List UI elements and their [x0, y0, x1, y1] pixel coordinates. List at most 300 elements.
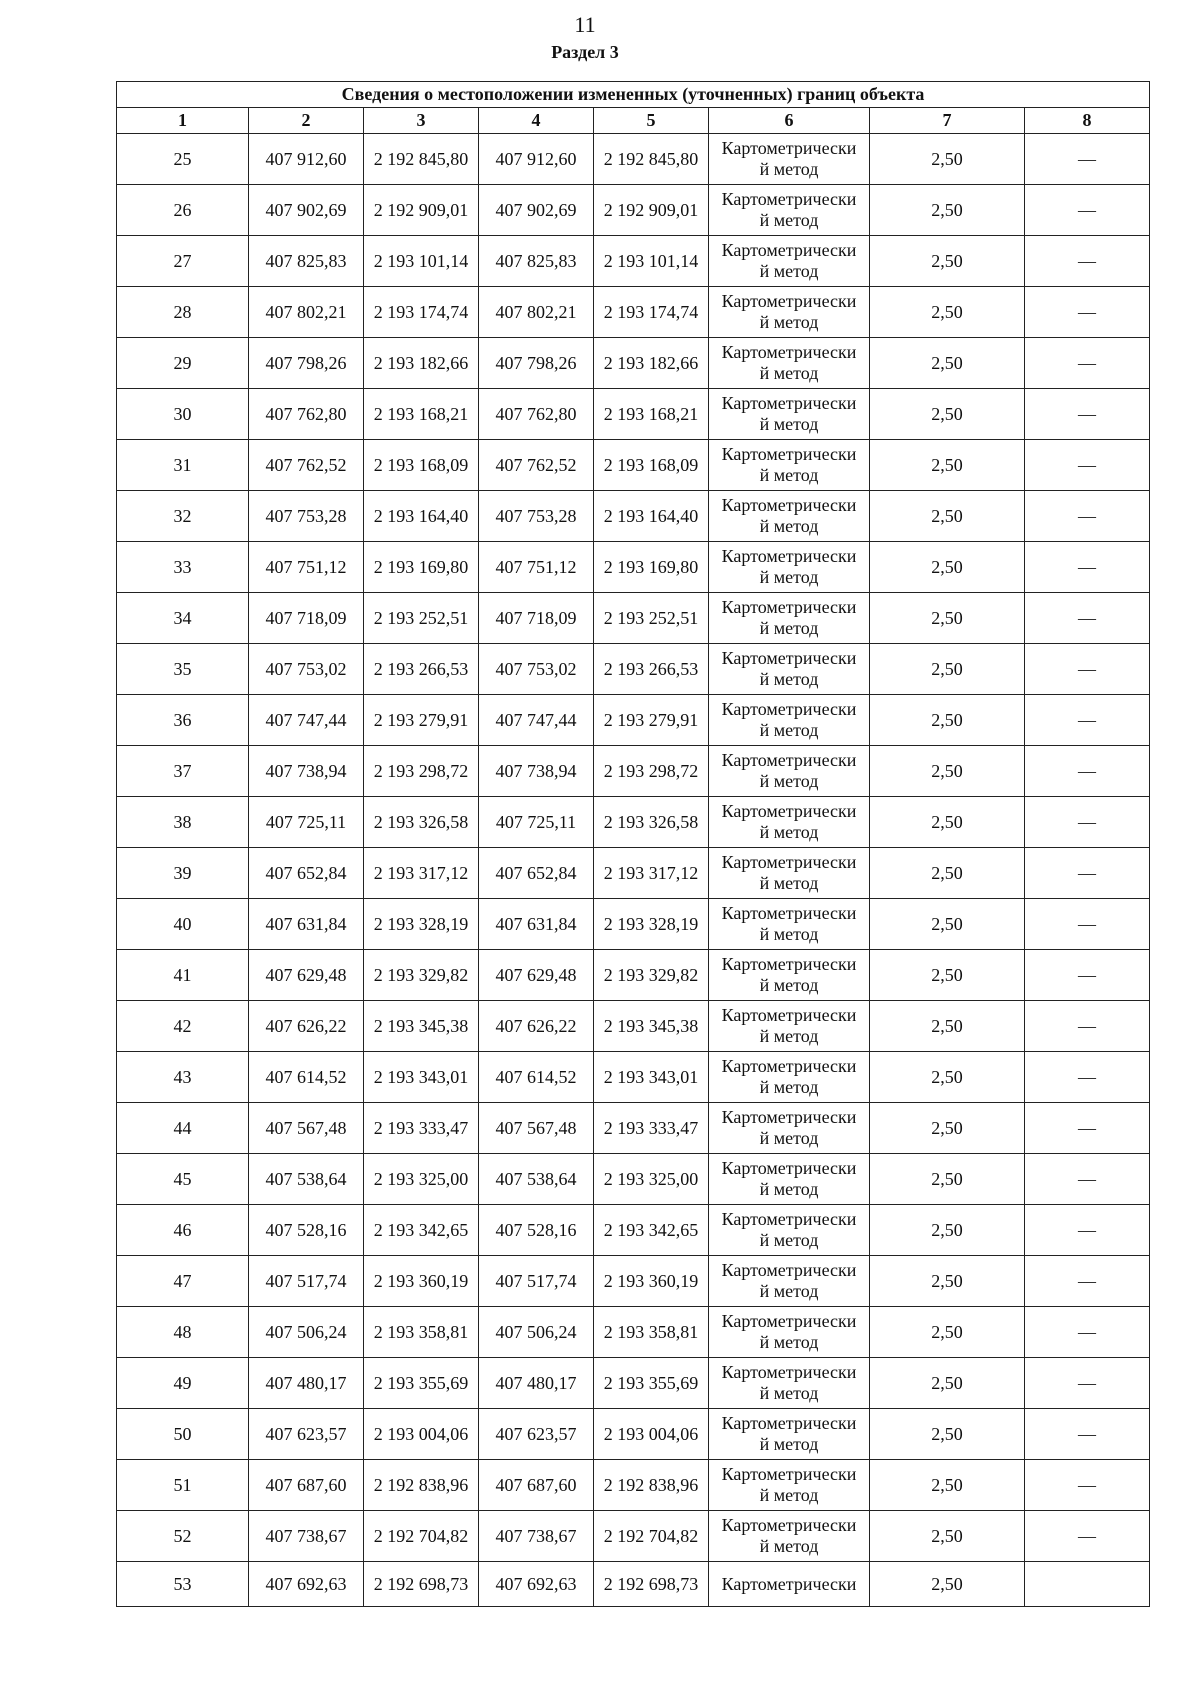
column-number-header: 7 [870, 108, 1025, 134]
method-text: Картометрически [721, 342, 857, 362]
point-number-cell: 49 [117, 1358, 249, 1409]
table-row [117, 1511, 1150, 1562]
method-cell [709, 1001, 870, 1052]
column-number-header: 8 [1025, 108, 1150, 134]
y-refined-cell: 2 192 909,01 [594, 185, 709, 236]
x-refined-cell: 407 480,17 [479, 1358, 594, 1409]
x-refined-cell: 407 751,12 [479, 542, 594, 593]
method-text: Картометрически [721, 1209, 857, 1229]
x-refined-cell: 407 687,60 [479, 1460, 594, 1511]
method-text: й метод [759, 465, 819, 485]
method-text: й метод [759, 873, 819, 893]
point-number-cell: 40 [117, 899, 249, 950]
x-refined-cell: 407 738,94 [479, 746, 594, 797]
precision-cell: 2,50 [870, 338, 1025, 389]
method-text: Картометрически [721, 1573, 857, 1594]
x-existing-cell: 407 738,94 [249, 746, 364, 797]
method-cell [709, 1154, 870, 1205]
x-existing-cell: 407 480,17 [249, 1358, 364, 1409]
method-text: Картометрически [721, 138, 857, 158]
description-cell: — [1025, 1307, 1150, 1358]
y-refined-cell: 2 192 698,73 [594, 1562, 709, 1607]
table-row [117, 1358, 1150, 1409]
precision-cell: 2,50 [870, 287, 1025, 338]
method-cell [709, 1511, 870, 1562]
method-cell [709, 695, 870, 746]
point-number-cell: 53 [117, 1562, 249, 1607]
description-cell: — [1025, 1103, 1150, 1154]
method-text: й метод [759, 720, 819, 740]
method-text: Картометрически [721, 1005, 857, 1025]
point-number-cell: 51 [117, 1460, 249, 1511]
table-row [117, 695, 1150, 746]
x-refined-cell: 407 753,02 [479, 644, 594, 695]
description-cell: — [1025, 542, 1150, 593]
x-refined-cell: 407 912,60 [479, 134, 594, 185]
method-cell [709, 287, 870, 338]
description-cell: — [1025, 644, 1150, 695]
table-row [117, 899, 1150, 950]
x-existing-cell: 407 631,84 [249, 899, 364, 950]
y-existing-cell: 2 193 004,06 [364, 1409, 479, 1460]
x-existing-cell: 407 506,24 [249, 1307, 364, 1358]
point-number-cell: 26 [117, 185, 249, 236]
point-number-cell: 43 [117, 1052, 249, 1103]
x-refined-cell: 407 506,24 [479, 1307, 594, 1358]
x-existing-cell: 407 652,84 [249, 848, 364, 899]
y-refined-cell: 2 193 168,09 [594, 440, 709, 491]
column-number-header: 4 [479, 108, 594, 134]
method-text: й метод [759, 210, 819, 230]
table-row [117, 440, 1150, 491]
table-row [117, 1205, 1150, 1256]
point-number-cell: 38 [117, 797, 249, 848]
x-existing-cell: 407 528,16 [249, 1205, 364, 1256]
x-existing-cell: 407 762,52 [249, 440, 364, 491]
method-text: Картометрически [721, 240, 857, 260]
y-existing-cell: 2 193 326,58 [364, 797, 479, 848]
precision-cell: 2,50 [870, 848, 1025, 899]
table-caption: Сведения о местоположении измененных (уточненных) границ объекта [117, 82, 1150, 108]
y-existing-cell: 2 193 101,14 [364, 236, 479, 287]
description-cell: — [1025, 185, 1150, 236]
table-row [117, 950, 1150, 1001]
y-refined-cell: 2 193 333,47 [594, 1103, 709, 1154]
method-text: й метод [759, 567, 819, 587]
point-number-cell: 29 [117, 338, 249, 389]
method-text: й метод [759, 1128, 819, 1148]
y-existing-cell: 2 193 168,21 [364, 389, 479, 440]
x-refined-cell: 407 725,11 [479, 797, 594, 848]
method-text: й метод [759, 1281, 819, 1301]
method-text: Картометрически [721, 189, 857, 209]
x-existing-cell: 407 798,26 [249, 338, 364, 389]
description-cell: — [1025, 236, 1150, 287]
table-body [117, 134, 1150, 1607]
precision-cell: 2,50 [870, 1052, 1025, 1103]
point-number-cell: 27 [117, 236, 249, 287]
method-text: Картометрически [721, 444, 857, 464]
x-existing-cell: 407 687,60 [249, 1460, 364, 1511]
method-cell [709, 542, 870, 593]
x-existing-cell: 407 718,09 [249, 593, 364, 644]
point-number-cell: 42 [117, 1001, 249, 1052]
precision-cell: 2,50 [870, 746, 1025, 797]
x-refined-cell: 407 629,48 [479, 950, 594, 1001]
method-text: й метод [759, 822, 819, 842]
method-cell [709, 1307, 870, 1358]
method-text: Картометрически [721, 699, 857, 719]
x-existing-cell: 407 623,57 [249, 1409, 364, 1460]
method-cell [709, 1358, 870, 1409]
y-refined-cell: 2 192 845,80 [594, 134, 709, 185]
x-refined-cell: 407 762,80 [479, 389, 594, 440]
table-row [117, 797, 1150, 848]
point-number-cell: 32 [117, 491, 249, 542]
column-number-header: 6 [709, 108, 870, 134]
table-row [117, 236, 1150, 287]
method-cell [709, 797, 870, 848]
description-cell: — [1025, 1256, 1150, 1307]
description-cell: — [1025, 389, 1150, 440]
table-row [117, 1460, 1150, 1511]
method-text: й метод [759, 363, 819, 383]
description-cell: — [1025, 134, 1150, 185]
precision-cell: 2,50 [870, 1001, 1025, 1052]
table-row [117, 338, 1150, 389]
method-text: й метод [759, 1077, 819, 1097]
y-refined-cell: 2 193 101,14 [594, 236, 709, 287]
table-row [117, 848, 1150, 899]
y-refined-cell: 2 193 169,80 [594, 542, 709, 593]
table-row [117, 1001, 1150, 1052]
x-existing-cell: 407 902,69 [249, 185, 364, 236]
x-existing-cell: 407 912,60 [249, 134, 364, 185]
y-refined-cell: 2 192 838,96 [594, 1460, 709, 1511]
x-refined-cell: 407 623,57 [479, 1409, 594, 1460]
point-number-cell: 47 [117, 1256, 249, 1307]
point-number-cell: 36 [117, 695, 249, 746]
table-row [117, 644, 1150, 695]
method-text: й метод [759, 618, 819, 638]
method-cell [709, 1460, 870, 1511]
column-number-header: 5 [594, 108, 709, 134]
y-existing-cell: 2 193 358,81 [364, 1307, 479, 1358]
y-refined-cell: 2 193 329,82 [594, 950, 709, 1001]
method-text: Картометрически [721, 852, 857, 872]
precision-cell: 2,50 [870, 899, 1025, 950]
method-text: Картометрически [721, 1464, 857, 1484]
description-cell: — [1025, 848, 1150, 899]
x-existing-cell: 407 725,11 [249, 797, 364, 848]
y-refined-cell: 2 193 252,51 [594, 593, 709, 644]
point-number-cell: 50 [117, 1409, 249, 1460]
method-text: й метод [759, 414, 819, 434]
x-existing-cell: 407 802,21 [249, 287, 364, 338]
y-refined-cell: 2 193 182,66 [594, 338, 709, 389]
method-text: Картометрически [721, 801, 857, 821]
y-refined-cell: 2 193 004,06 [594, 1409, 709, 1460]
point-number-cell: 41 [117, 950, 249, 1001]
y-existing-cell: 2 193 174,74 [364, 287, 479, 338]
x-existing-cell: 407 538,64 [249, 1154, 364, 1205]
y-refined-cell: 2 193 343,01 [594, 1052, 709, 1103]
y-refined-cell: 2 193 298,72 [594, 746, 709, 797]
description-cell: — [1025, 1511, 1150, 1562]
x-existing-cell: 407 753,02 [249, 644, 364, 695]
precision-cell: 2,50 [870, 695, 1025, 746]
y-existing-cell: 2 193 169,80 [364, 542, 479, 593]
method-cell [709, 1562, 870, 1607]
y-existing-cell: 2 192 698,73 [364, 1562, 479, 1607]
y-existing-cell: 2 192 845,80 [364, 134, 479, 185]
y-existing-cell: 2 193 342,65 [364, 1205, 479, 1256]
y-refined-cell: 2 193 342,65 [594, 1205, 709, 1256]
y-refined-cell: 2 193 164,40 [594, 491, 709, 542]
method-text: й метод [759, 1383, 819, 1403]
description-cell: — [1025, 440, 1150, 491]
precision-cell: 2,50 [870, 644, 1025, 695]
y-refined-cell: 2 193 326,58 [594, 797, 709, 848]
method-text: й метод [759, 1536, 819, 1556]
point-number-cell: 30 [117, 389, 249, 440]
table-row [117, 389, 1150, 440]
x-existing-cell: 407 747,44 [249, 695, 364, 746]
section-title: Раздел 3 [551, 42, 619, 62]
description-cell: — [1025, 1052, 1150, 1103]
y-existing-cell: 2 193 266,53 [364, 644, 479, 695]
y-existing-cell: 2 192 838,96 [364, 1460, 479, 1511]
y-existing-cell: 2 193 252,51 [364, 593, 479, 644]
table-row [117, 1307, 1150, 1358]
method-cell [709, 1103, 870, 1154]
method-text: Картометрически [721, 1413, 857, 1433]
table-row [117, 1052, 1150, 1103]
method-text: й метод [759, 669, 819, 689]
method-cell [709, 1052, 870, 1103]
method-text: й метод [759, 1230, 819, 1250]
y-existing-cell: 2 192 704,82 [364, 1511, 479, 1562]
method-cell [709, 1205, 870, 1256]
method-cell [709, 491, 870, 542]
x-refined-cell: 407 738,67 [479, 1511, 594, 1562]
method-text: Картометрически [721, 495, 857, 515]
point-number-cell: 35 [117, 644, 249, 695]
precision-cell: 2,50 [870, 491, 1025, 542]
method-text: й метод [759, 516, 819, 536]
x-refined-cell: 407 747,44 [479, 695, 594, 746]
y-refined-cell: 2 193 328,19 [594, 899, 709, 950]
column-number-header: 1 [117, 108, 249, 134]
x-refined-cell: 407 902,69 [479, 185, 594, 236]
y-existing-cell: 2 193 345,38 [364, 1001, 479, 1052]
table-row [117, 746, 1150, 797]
y-existing-cell: 2 193 333,47 [364, 1103, 479, 1154]
y-existing-cell: 2 193 182,66 [364, 338, 479, 389]
x-existing-cell: 407 738,67 [249, 1511, 364, 1562]
x-existing-cell: 407 692,63 [249, 1562, 364, 1607]
y-existing-cell: 2 193 325,00 [364, 1154, 479, 1205]
description-cell: — [1025, 1154, 1150, 1205]
method-text: Картометрически [721, 1311, 857, 1331]
method-text: й метод [759, 771, 819, 791]
y-refined-cell: 2 193 279,91 [594, 695, 709, 746]
precision-cell: 2,50 [870, 134, 1025, 185]
method-text: Картометрически [721, 1260, 857, 1280]
y-existing-cell: 2 193 168,09 [364, 440, 479, 491]
description-cell: — [1025, 593, 1150, 644]
method-cell [709, 185, 870, 236]
y-existing-cell: 2 193 329,82 [364, 950, 479, 1001]
method-cell [709, 134, 870, 185]
method-cell [709, 338, 870, 389]
method-cell [709, 950, 870, 1001]
x-refined-cell: 407 825,83 [479, 236, 594, 287]
precision-cell: 2,50 [870, 1358, 1025, 1409]
y-refined-cell: 2 193 174,74 [594, 287, 709, 338]
method-text: й метод [759, 312, 819, 332]
x-refined-cell: 407 802,21 [479, 287, 594, 338]
method-text: Картометрически [721, 597, 857, 617]
description-cell: — [1025, 1358, 1150, 1409]
column-number-row [117, 108, 1150, 134]
method-cell [709, 440, 870, 491]
precision-cell: 2,50 [870, 1103, 1025, 1154]
point-number-cell: 45 [117, 1154, 249, 1205]
method-text: й метод [759, 1485, 819, 1505]
point-number-cell: 34 [117, 593, 249, 644]
x-refined-cell: 407 614,52 [479, 1052, 594, 1103]
y-existing-cell: 2 193 298,72 [364, 746, 479, 797]
precision-cell: 2,50 [870, 1511, 1025, 1562]
description-cell: — [1025, 695, 1150, 746]
method-cell [709, 1409, 870, 1460]
precision-cell: 2,50 [870, 593, 1025, 644]
method-text: Картометрически [721, 1515, 857, 1535]
x-refined-cell: 407 692,63 [479, 1562, 594, 1607]
table-row [117, 593, 1150, 644]
precision-cell: 2,50 [870, 950, 1025, 1001]
precision-cell: 2,50 [870, 1409, 1025, 1460]
table-row [117, 1103, 1150, 1154]
x-refined-cell: 407 753,28 [479, 491, 594, 542]
table-row [117, 1409, 1150, 1460]
x-existing-cell: 407 626,22 [249, 1001, 364, 1052]
precision-cell: 2,50 [870, 1460, 1025, 1511]
method-cell [709, 848, 870, 899]
x-refined-cell: 407 718,09 [479, 593, 594, 644]
y-refined-cell: 2 193 345,38 [594, 1001, 709, 1052]
y-existing-cell: 2 193 279,91 [364, 695, 479, 746]
y-existing-cell: 2 193 355,69 [364, 1358, 479, 1409]
method-cell [709, 389, 870, 440]
method-text: й метод [759, 924, 819, 944]
x-existing-cell: 407 751,12 [249, 542, 364, 593]
table-row [117, 1562, 1150, 1607]
description-cell: — [1025, 491, 1150, 542]
method-cell [709, 593, 870, 644]
x-refined-cell: 407 517,74 [479, 1256, 594, 1307]
precision-cell: 2,50 [870, 236, 1025, 287]
x-refined-cell: 407 631,84 [479, 899, 594, 950]
method-cell [709, 899, 870, 950]
method-text: Картометрически [721, 903, 857, 923]
method-text: Картометрически [721, 1107, 857, 1127]
description-cell: — [1025, 899, 1150, 950]
method-cell [709, 1256, 870, 1307]
table-row [117, 491, 1150, 542]
y-refined-cell: 2 193 317,12 [594, 848, 709, 899]
method-text: Картометрически [721, 546, 857, 566]
description-cell: — [1025, 950, 1150, 1001]
x-existing-cell: 407 753,28 [249, 491, 364, 542]
method-text: Картометрически [721, 1158, 857, 1178]
description-cell [1025, 1562, 1150, 1607]
table-row [117, 1256, 1150, 1307]
method-text: Картометрически [721, 954, 857, 974]
x-refined-cell: 407 762,52 [479, 440, 594, 491]
point-number-cell: 25 [117, 134, 249, 185]
y-existing-cell: 2 193 343,01 [364, 1052, 479, 1103]
y-refined-cell: 2 193 168,21 [594, 389, 709, 440]
point-number-cell: 48 [117, 1307, 249, 1358]
x-existing-cell: 407 629,48 [249, 950, 364, 1001]
table-row [117, 1154, 1150, 1205]
method-text: й метод [759, 159, 819, 179]
method-text: Картометрически [721, 393, 857, 413]
x-refined-cell: 407 798,26 [479, 338, 594, 389]
x-existing-cell: 407 517,74 [249, 1256, 364, 1307]
method-cell [709, 236, 870, 287]
x-refined-cell: 407 626,22 [479, 1001, 594, 1052]
method-text: Картометрически [721, 1362, 857, 1382]
table-row [117, 287, 1150, 338]
precision-cell: 2,50 [870, 542, 1025, 593]
y-refined-cell: 2 193 325,00 [594, 1154, 709, 1205]
method-text: Картометрически [721, 750, 857, 770]
description-cell: — [1025, 797, 1150, 848]
y-refined-cell: 2 193 355,69 [594, 1358, 709, 1409]
point-number-cell: 37 [117, 746, 249, 797]
precision-cell: 2,50 [870, 1256, 1025, 1307]
description-cell: — [1025, 1409, 1150, 1460]
point-number-cell: 52 [117, 1511, 249, 1562]
x-refined-cell: 407 528,16 [479, 1205, 594, 1256]
x-refined-cell: 407 538,64 [479, 1154, 594, 1205]
x-refined-cell: 407 567,48 [479, 1103, 594, 1154]
table-row [117, 134, 1150, 185]
table-row [117, 185, 1150, 236]
table-row [117, 542, 1150, 593]
description-cell: — [1025, 1460, 1150, 1511]
precision-cell: 2,50 [870, 1154, 1025, 1205]
page-number: 11 [574, 12, 596, 37]
method-text: й метод [759, 1026, 819, 1046]
precision-cell: 2,50 [870, 185, 1025, 236]
point-number-cell: 46 [117, 1205, 249, 1256]
method-cell [709, 644, 870, 695]
method-text: й метод [759, 1179, 819, 1199]
method-text: й метод [759, 1332, 819, 1352]
x-refined-cell: 407 652,84 [479, 848, 594, 899]
y-refined-cell: 2 193 360,19 [594, 1256, 709, 1307]
method-text: Картометрически [721, 648, 857, 668]
point-number-cell: 44 [117, 1103, 249, 1154]
y-existing-cell: 2 193 317,12 [364, 848, 479, 899]
precision-cell: 2,50 [870, 1307, 1025, 1358]
description-cell: — [1025, 287, 1150, 338]
y-existing-cell: 2 193 360,19 [364, 1256, 479, 1307]
